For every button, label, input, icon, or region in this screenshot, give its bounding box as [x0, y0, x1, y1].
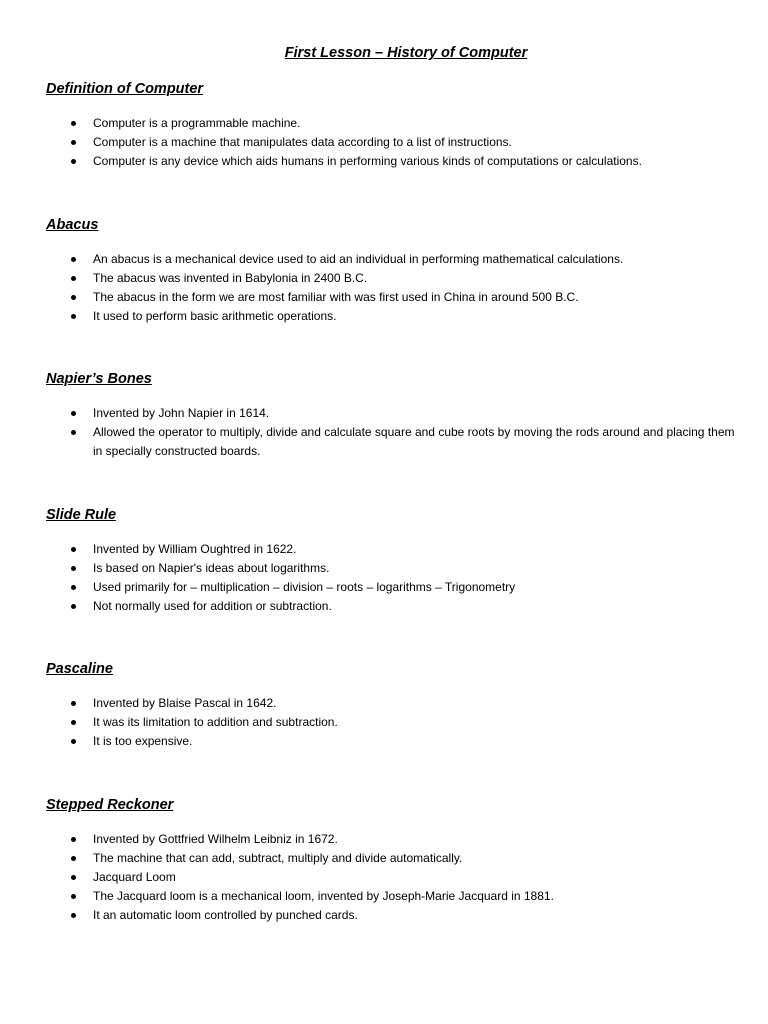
bullet-icon: [71, 276, 76, 281]
list-item: [46, 868, 736, 887]
bullet-icon: [71, 411, 76, 416]
list-item-text: Is based on Napier's ideas about logarithms.: [93, 561, 330, 575]
list-item-text: It used to perform basic arithmetic operations.: [93, 309, 337, 323]
list-item-text: Not normally used for addition or subtraction.: [93, 599, 332, 613]
bullet-icon: [71, 140, 76, 145]
bullet-icon: [71, 566, 76, 571]
section-abacus: [46, 216, 736, 326]
list-item: [46, 597, 736, 616]
list-item: [46, 713, 736, 732]
list-item-text: The Jacquard loom is a mechanical loom, invented by Joseph-Marie Jacquard in 1881.: [93, 889, 554, 903]
list-item: [46, 423, 736, 461]
list-item-text: It is too expensive.: [93, 734, 193, 748]
bullet-icon: [71, 837, 76, 842]
bullet-icon: [71, 894, 76, 899]
bullet-list: [46, 830, 736, 925]
section-heading: Pascaline: [46, 661, 113, 677]
page-title: First Lesson – History of Computer: [284, 45, 528, 61]
bullet-icon: [71, 547, 76, 552]
list-item: [46, 269, 736, 288]
bullet-icon: [71, 314, 76, 319]
list-item: [46, 559, 736, 578]
bullet-icon: [71, 257, 76, 262]
bullet-icon: [71, 295, 76, 300]
bullet-icon: [71, 121, 76, 126]
list-item-text: It an automatic loom controlled by punched cards.: [93, 908, 358, 922]
list-item-text: Allowed the operator to multiply, divide and calculate square and cube roots by moving the rods around and placing them in specially constructed boards.: [93, 425, 735, 458]
list-item: [46, 133, 736, 152]
section-heading: Slide Rule: [46, 507, 117, 523]
list-item: [46, 152, 736, 171]
list-item: [46, 540, 736, 559]
list-item: [46, 307, 736, 326]
section-heading: Abacus: [46, 217, 99, 233]
bullet-icon: [71, 875, 76, 880]
bullet-icon: [71, 856, 76, 861]
list-item-text: Computer is a programmable machine.: [93, 116, 301, 130]
list-item: [46, 906, 736, 925]
bullet-list: [46, 250, 736, 326]
list-item-text: The machine that can add, subtract, multiply and divide automatically.: [93, 851, 463, 865]
bullet-icon: [71, 739, 76, 744]
bullet-list: [46, 404, 736, 461]
list-item: [46, 288, 736, 307]
list-item: [46, 578, 736, 597]
section-heading: Definition of Computer: [46, 81, 204, 97]
list-item-text: Computer is a machine that manipulates data according to a list of instructions.: [93, 135, 512, 149]
bullet-icon: [71, 430, 76, 435]
list-item-text: An abacus is a mechanical device used to aid an individual in performing mathematical calculations.: [93, 252, 624, 266]
bullet-list: [46, 114, 736, 171]
list-item-text: It was its limitation to addition and subtraction.: [93, 715, 338, 729]
section-stepped-reckoner: [46, 796, 736, 925]
list-item: [46, 250, 736, 269]
bullet-icon: [71, 604, 76, 609]
section-slide-rule: [46, 506, 736, 616]
list-item: [46, 404, 736, 423]
bullet-list: [46, 540, 736, 616]
list-item: [46, 114, 736, 133]
section-definition-of-computer: [46, 80, 736, 171]
list-item-text: Used primarily for – multiplication – division – roots – logarithms – Trigonometry: [93, 580, 516, 594]
section-heading: Napier’s Bones: [46, 371, 152, 387]
bullet-list: [46, 694, 736, 751]
bullet-icon: [71, 159, 76, 164]
list-item-text: Jacquard Loom: [93, 870, 176, 884]
list-item: [46, 849, 736, 868]
list-item-text: Invented by John Napier in 1614.: [93, 406, 270, 420]
list-item-text: Invented by Blaise Pascal in 1642.: [93, 696, 277, 710]
list-item: [46, 694, 736, 713]
list-item-text: Invented by Gottfried Wilhelm Leibniz in 1672.: [93, 832, 338, 846]
list-item-text: The abacus in the form we are most familiar with was first used in China in around 500 B.C.: [93, 290, 579, 304]
bullet-icon: [71, 720, 76, 725]
section-napiers-bones: [46, 370, 736, 461]
list-item: [46, 732, 736, 751]
bullet-icon: [71, 585, 76, 590]
list-item-text: Computer is any device which aids humans in performing various kinds of computations or calculations.: [93, 154, 642, 168]
list-item: [46, 887, 736, 906]
list-item-text: Invented by William Oughtred in 1622.: [93, 542, 297, 556]
bullet-icon: [71, 913, 76, 918]
list-item: [46, 830, 736, 849]
bullet-icon: [71, 701, 76, 706]
section-heading: Stepped Reckoner: [46, 797, 174, 813]
section-pascaline: [46, 660, 736, 751]
list-item-text: The abacus was invented in Babylonia in 2400 B.C.: [93, 271, 368, 285]
